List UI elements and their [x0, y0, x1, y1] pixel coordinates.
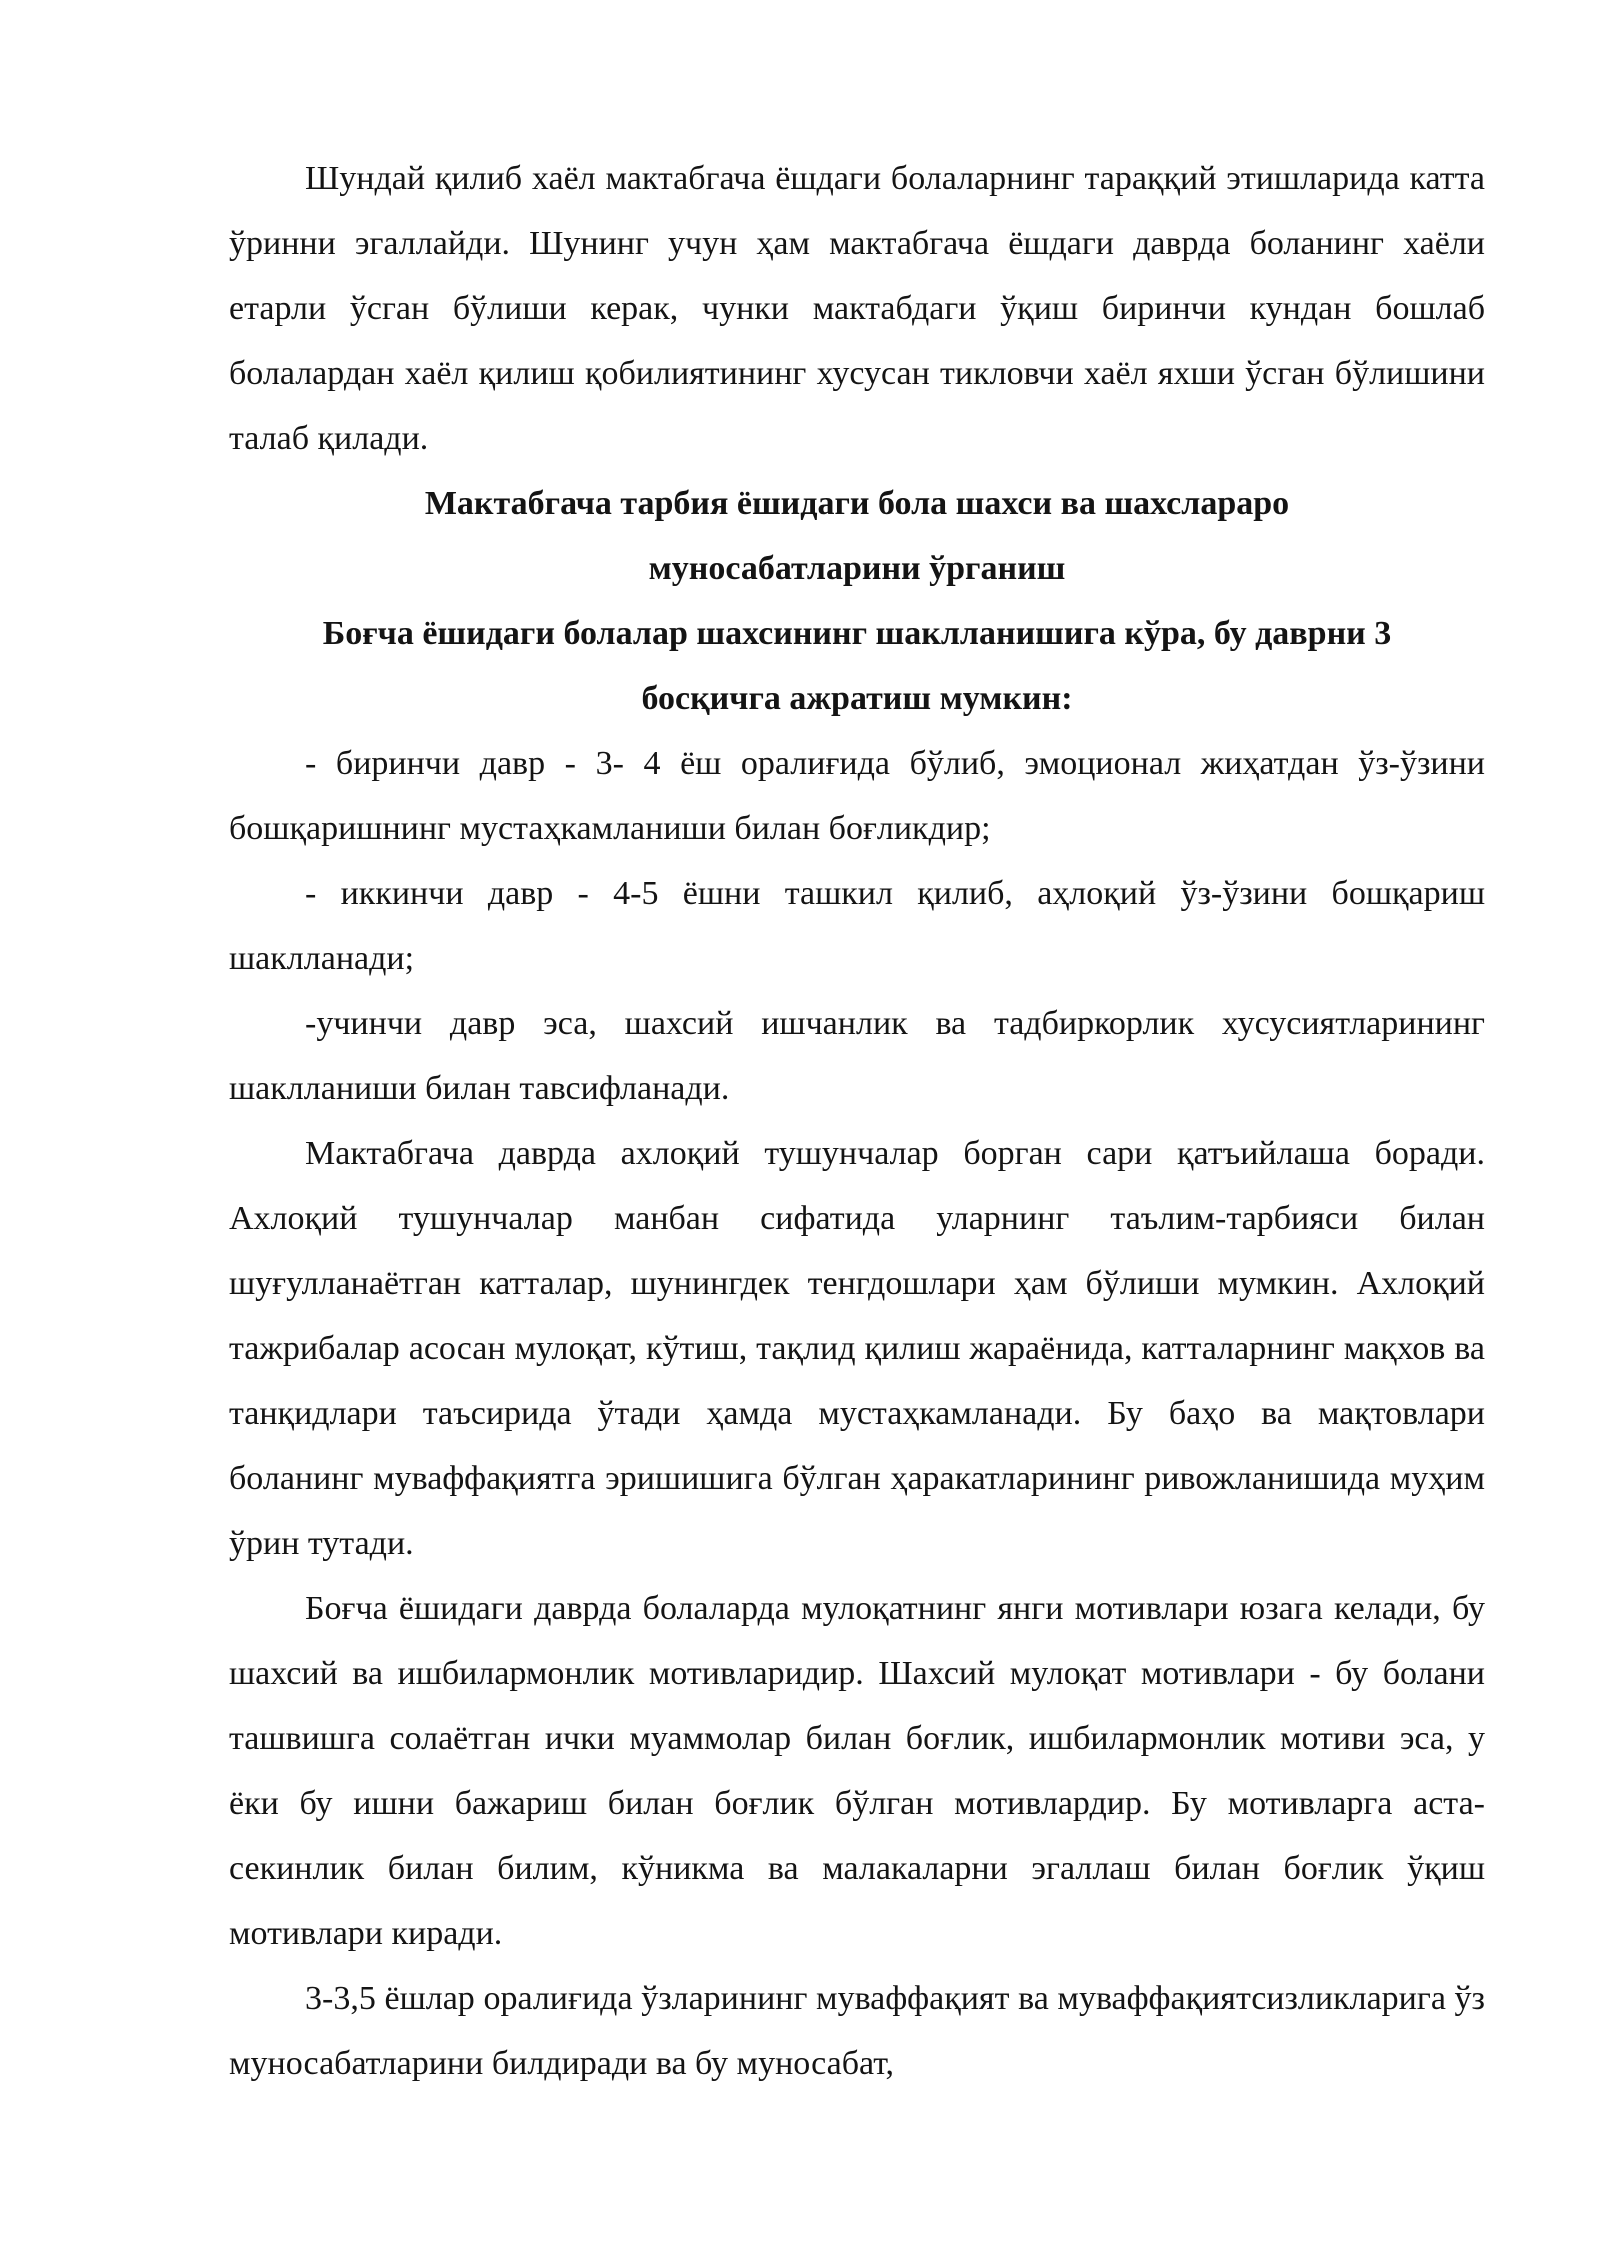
list-item-second-period: - иккинчи давр - 4-5 ёшни ташкил қилиб, аҳлоқий ўз-ўзини бошқариш шаклланади;	[229, 875, 1485, 977]
paragraph-imagination: Шундай қилиб хаёл мактабгача ёшдаги болаларнинг тараққий этишларида катта ўринни эгаллайди. Шунинг учун ҳам мактабгача ёшдаги даврда боланинг хаёли етарли ўсган бўлиши керак, чунки мактабдаги ўқиш биринчи кундан бошлаб болалардан хаёл қилиш қобилиятининг хусусан тикловчи хаёл яхши ўсган бўлишини талаб қилади.	[229, 160, 1485, 457]
subsection-heading-line-1: Боғча ёшидаги болалар шахсининг шаклланишига кўра, бу даврни 3	[322, 615, 1392, 652]
paragraph-communication-motives: Боғча ёшидаги даврда болаларда мулоқатнинг янги мотивлари юзага келади, бу шахсий ва ишбилармонлик мотивларидир. Шахсий мулоқат мотивлари - бу болани ташвишга солаётган ички муаммолар билан боғлик, ишбилармонлик мотиви эса, у ёки бу ишни бажариш билан боғлик бўлган мотивлардир. Бу мотивларга аста-секинлик билан билим, кўникма ва малакаларни эгаллаш билан боғлик ўқиш мотивлари киради.	[229, 1590, 1485, 1952]
subsection-heading-line-2: босқичга ажратиш мумкин:	[641, 680, 1073, 717]
paragraph-moral-concepts: Мактабгача даврда ахлоқий тушунчалар борган сари қатъийлаша боради. Ахлоқий тушунчалар манбан сифатида уларнинг таълим-тарбияси билан шуғулланаётган катталар, шунингдек тенгдошлари ҳам бўлиши мумкин. Ахлоқий тажрибалар асосан мулоқат, кўтиш, тақлид қилиш жараёнида, катталарнинг мақхов ва танқидлари таъсирида ўтади ҳамда мустаҳкамланади. Бу баҳо ва мақтовлари боланинг муваффақиятга эришишига бўлган ҳаракатларининг ривожланишида муҳим ўрин тутади.	[229, 1135, 1485, 1562]
section-heading-line-2: муносабатларини ўрганиш	[648, 550, 1066, 587]
list-item-first-period: - биринчи давр - 3- 4 ёш оралиғида бўлиб, эмоционал жиҳатдан ўз-ўзини бошқаришнинг мустаҳкамланиши билан боғликдир;	[229, 745, 1485, 847]
list-item-third-period: -учинчи давр эса, шахсий ишчанлик ва тадбиркорлик хусусиятларининг шаклланиши билан тавсифланади.	[229, 1005, 1485, 1107]
subsection-heading	[229, 601, 1485, 731]
section-heading-line-1: Мактабгача тарбия ёшидаги бола шахси ва шахслараро	[424, 485, 1290, 522]
document-body	[229, 146, 1485, 2096]
paragraph-age-attitudes: 3-3,5 ёшлар оралиғида ўзларининг муваффақият ва муваффақиятсизликларига ўз муносабатларини билдиради ва бу муносабат,	[229, 1980, 1485, 2082]
section-heading	[229, 471, 1485, 601]
